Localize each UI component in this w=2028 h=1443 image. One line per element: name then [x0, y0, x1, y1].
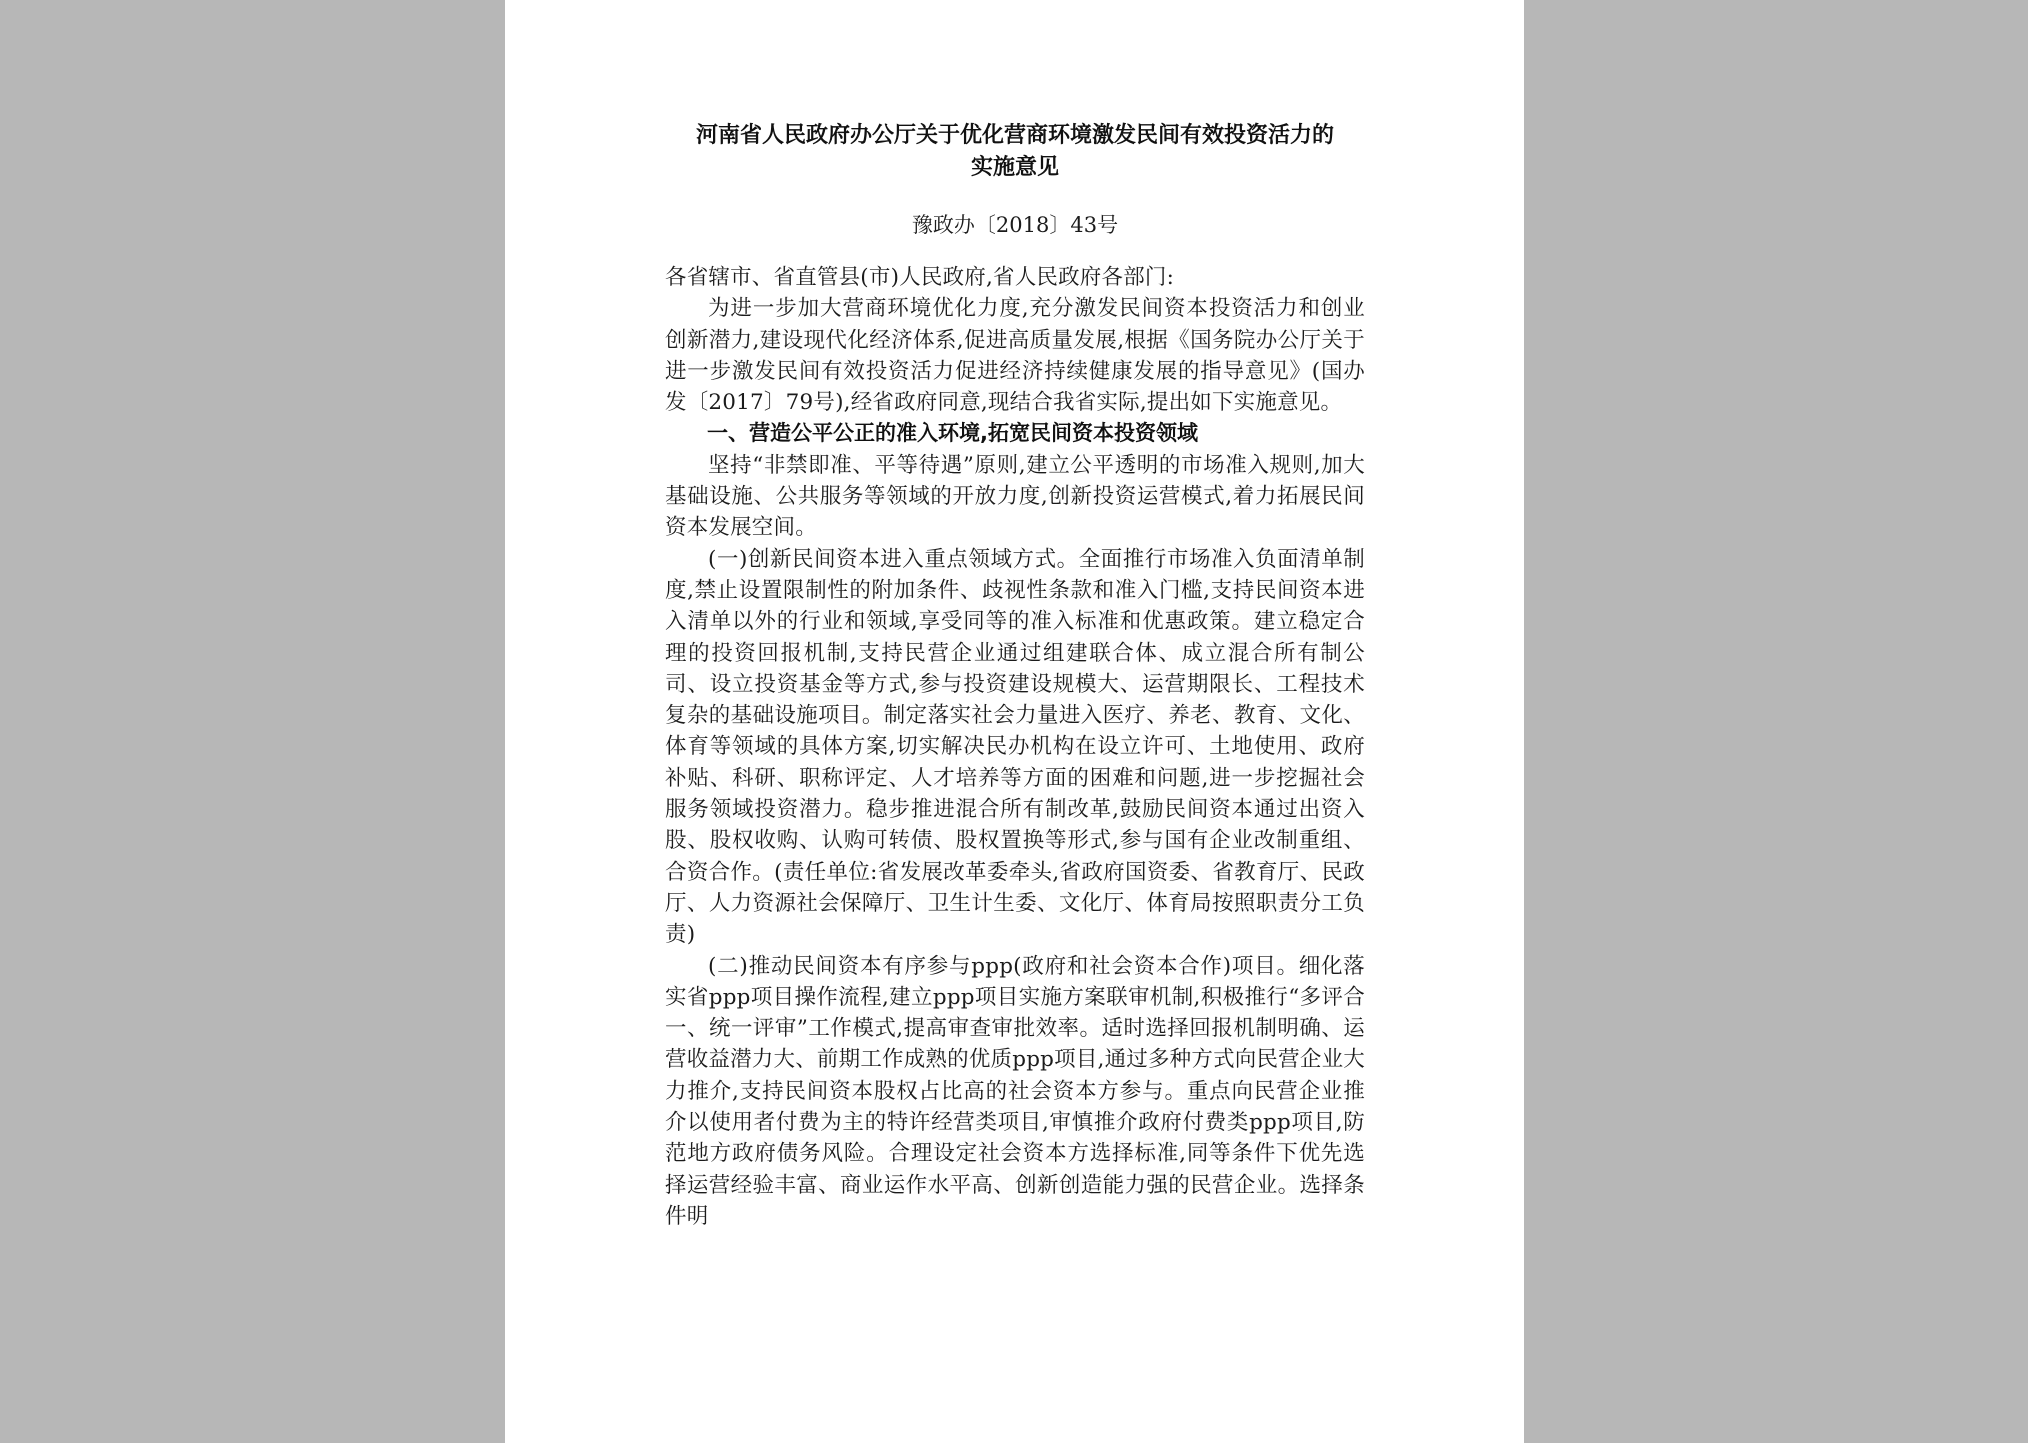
intro-paragraph: 为进一步加大营商环境优化力度,充分激发民间资本投资活力和创业创新潜力,建设现代化经济体系,促进高质量发展,根据《国务院办公厅关于进一步激发民间有效投资活力促进经济持续健康发展的指导意见》(国办发〔2017〕79号),经省政府同意,现结合我省实际,提出如下实施意见。	[665, 296, 1365, 416]
document-title	[665, 120, 1365, 184]
section-1-heading: 一、营造公平公正的准入环境,拓宽民间资本投资领域	[707, 421, 1198, 446]
addressee: 各省辖市、省直管县(市)人民政府,省人民政府各部门:	[665, 265, 1175, 290]
item-2-paragraph: (二)推动民间资本有序参与ppp(政府和社会资本合作)项目。细化落实省ppp项目操作流程,建立ppp项目实施方案联审机制,积极推行“多评合一、统一评审”工作模式,提高审查审批效率。适时选择回报机制明确、运营收益潜力大、前期工作成熟的优质ppp项目,通过多种方式向民营企业大力推介,支持民间资本股权占比高的社会资本方参与。重点向民营企业推介以使用者付费为主的特许经营类项目,审慎推介政府付费类ppp项目,防范地方政府债务风险。合理设定社会资本方选择标准,同等条件下优先选择运营经验丰富、商业运作水平高、创新创造能力强的民营企业。选择条件明	[665, 953, 1365, 1229]
title-line-1: 河南省人民政府办公厅关于优化营商环境激发民间有效投资活力的	[695, 123, 1334, 148]
document-number: 豫政办〔2018〕43号	[911, 213, 1119, 237]
document-content	[665, 120, 1365, 1232]
section-1-intro: 坚持“非禁即准、平等待遇”原则,建立公平透明的市场准入规则,加大基础设施、公共服务等领域的开放力度,创新投资运营模式,着力拓展民间资本发展空间。	[665, 452, 1365, 541]
item-1-paragraph: (一)创新民间资本进入重点领域方式。全面推行市场准入负面清单制度,禁止设置限制性的附加条件、歧视性条款和准入门槛,支持民间资本进入清单以外的行业和领域,享受同等的准入标准和优惠政策。建立稳定合理的投资回报机制,支持民营企业通过组建联合体、成立混合所有制公司、设立投资基金等方式,参与投资建设规模大、运营期限长、工程技术复杂的基础设施项目。制定落实社会力量进入医疗、养老、教育、文化、体育等领域的具体方案,切实解决民办机构在设立许可、土地使用、政府补贴、科研、职称评定、人才培养等方面的困难和问题,进一步挖掘社会服务领域投资潜力。稳步推进混合所有制改革,鼓励民间资本通过出资入股、股权收购、认购可转债、股权置换等形式,参与国有企业改制重组、合资合作。(责任单位:省发展改革委牵头,省政府国资委、省教育厅、民政厅、人力资源社会保障厅、卫生计生委、文化厅、体育局按照职责分工负责)	[665, 546, 1365, 948]
title-line-2: 实施意见	[970, 155, 1059, 180]
document-page	[505, 0, 1524, 1443]
